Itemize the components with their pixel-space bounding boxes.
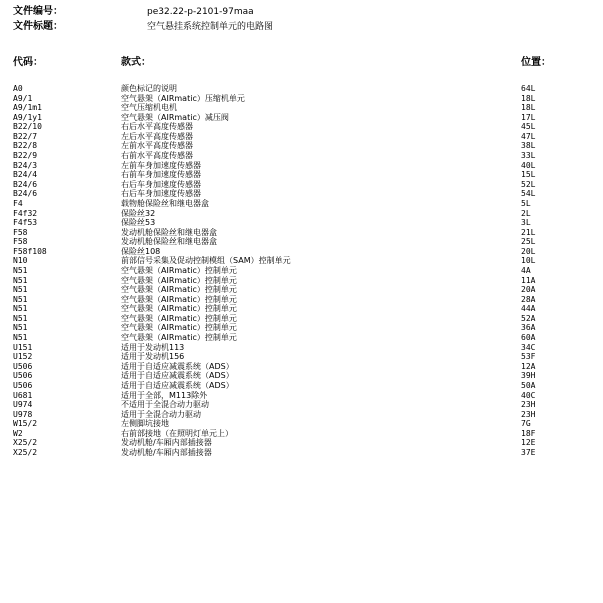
component-position: 18L [521, 93, 536, 103]
component-description: 空气压缩机电机 [121, 103, 177, 113]
component-description: 左前车身加速度传感器 [121, 160, 201, 170]
table-row [0, 352, 603, 362]
component-position: 28A [521, 294, 536, 304]
doc-number-label: 文件编号： [13, 6, 63, 17]
component-position: 33L [521, 151, 536, 161]
component-position: 23H [521, 409, 536, 419]
column-header-position: 位置： [521, 57, 551, 68]
component-code: F58 [13, 227, 28, 237]
component-position: 12A [521, 361, 536, 371]
table-row [0, 256, 603, 266]
component-position: 4A [521, 265, 531, 275]
component-description: 适用于自适应减震系统（ADS） [121, 361, 234, 371]
component-code: N51 [13, 323, 28, 333]
component-description: 空气悬架（AIRmatic）控制单元 [121, 265, 237, 275]
component-description: 发动机舱保险丝和继电器盒 [121, 227, 217, 237]
component-description: 适用于自适应减震系统（ADS） [121, 380, 234, 390]
component-description: 适用于发动机156 [121, 352, 185, 362]
table-row [0, 304, 603, 314]
component-description: 发动机舱/车厢内部插接器 [121, 438, 212, 448]
component-position: 15L [521, 170, 536, 180]
doc-title-value: 空气悬挂系统控制单元的电路图 [147, 22, 274, 32]
component-position: 50A [521, 380, 536, 390]
table-row [0, 218, 603, 228]
component-code: U151 [13, 342, 33, 352]
table-row [0, 94, 603, 104]
table-row [0, 343, 603, 353]
component-position: 17L [521, 112, 536, 122]
component-description: 发动机舱/车厢内部插接器 [121, 447, 212, 457]
table-row [0, 410, 603, 420]
table-row [0, 371, 603, 381]
component-description: 保险丝53 [121, 218, 156, 228]
table-row [0, 132, 603, 142]
table-row [0, 103, 603, 113]
component-position: 47L [521, 131, 536, 141]
component-description: 载物舱保险丝和继电器盒 [121, 198, 209, 208]
component-description: 空气悬架（AIRmatic）控制单元 [121, 323, 237, 333]
component-position: 52L [521, 179, 536, 189]
component-code: B22/9 [13, 151, 38, 161]
component-code: N51 [13, 275, 28, 285]
component-code: U506 [13, 380, 33, 390]
component-description: 不适用于全混合动力驱动 [121, 400, 209, 410]
component-description: 颜色标记的说明 [121, 84, 177, 93]
component-code: A9/1m1 [13, 103, 42, 113]
component-code: N10 [13, 256, 28, 266]
component-position: 20A [521, 285, 536, 295]
component-position: 36A [521, 323, 536, 333]
component-code: B22/7 [13, 131, 38, 141]
table-row [0, 161, 603, 171]
component-description: 发动机舱保险丝和继电器盒 [121, 237, 217, 247]
table-row [0, 247, 603, 257]
component-description: 左侧脚坑接地 [121, 419, 169, 429]
component-description: 前部信号采集及促动控制模组（SAM）控制单元 [121, 256, 291, 266]
table-row [0, 209, 603, 219]
component-position: 25L [521, 237, 536, 247]
component-position: 64L [521, 84, 536, 93]
component-code: N51 [13, 313, 28, 323]
table-row [0, 419, 603, 429]
component-position: 23H [521, 400, 536, 410]
component-description: 右后车身加速度传感器 [121, 179, 201, 189]
component-description: 右前水平高度传感器 [121, 151, 193, 161]
table-row [0, 391, 603, 401]
table-row [0, 333, 603, 343]
component-description: 空气悬架（AIRmatic）控制单元 [121, 294, 237, 304]
component-position: 12E [521, 438, 536, 448]
component-code: N51 [13, 304, 28, 314]
component-position: 54L [521, 189, 536, 199]
component-description: 空气悬架（AIRmatic）控制单元 [121, 285, 237, 295]
component-description: 空气悬架（AIRmatic）减压阀 [121, 112, 229, 122]
component-code: U506 [13, 361, 33, 371]
component-table [0, 84, 603, 458]
component-code: N51 [13, 333, 28, 343]
component-code: X25/2 [13, 438, 38, 448]
component-description: 右后车身加速度传感器 [121, 189, 201, 199]
component-description: 空气悬架（AIRmatic）控制单元 [121, 304, 237, 314]
component-position: 52A [521, 313, 536, 323]
table-row [0, 141, 603, 151]
component-position: 20L [521, 246, 536, 256]
component-description: 空气悬架（AIRmatic）控制单元 [121, 313, 237, 323]
component-code: U681 [13, 390, 33, 400]
component-code: B24/6 [13, 179, 38, 189]
component-description: 适用于自适应减震系统（ADS） [121, 371, 234, 381]
component-position: 7G [521, 419, 531, 429]
component-description: 右前车身加速度传感器 [121, 170, 201, 180]
table-row [0, 113, 603, 123]
table-row [0, 199, 603, 209]
table-row [0, 237, 603, 247]
doc-title-label: 文件标题： [13, 21, 63, 32]
doc-number-value: pe32.22-p-2101-97maa [147, 7, 254, 17]
component-position: 18L [521, 103, 536, 113]
column-header-code: 代码： [13, 57, 43, 68]
component-position: 40L [521, 160, 536, 170]
component-description: 适用于发动机113 [121, 342, 185, 352]
component-code: F4 [13, 198, 23, 208]
component-code: B24/6 [13, 189, 38, 199]
component-position: 40C [521, 390, 536, 400]
table-row [0, 323, 603, 333]
table-row [0, 84, 603, 94]
component-code: B24/3 [13, 160, 38, 170]
component-code: U974 [13, 400, 33, 410]
component-description: 左后水平高度传感器 [121, 131, 193, 141]
component-description: 右后水平高度传感器 [121, 122, 193, 132]
component-description: 保险丝108 [121, 246, 161, 256]
component-position: 3L [521, 218, 531, 228]
component-description: 空气悬架（AIRmatic）控制单元 [121, 333, 237, 343]
component-position: 2L [521, 208, 531, 218]
component-position: 21L [521, 227, 536, 237]
component-position: 38L [521, 141, 536, 151]
component-code: U978 [13, 409, 33, 419]
component-code: W15/2 [13, 419, 38, 429]
table-row [0, 400, 603, 410]
component-code: U152 [13, 352, 33, 362]
component-code: B22/8 [13, 141, 38, 151]
component-position: 44A [521, 304, 536, 314]
component-position: 5L [521, 198, 531, 208]
component-position: 18F [521, 428, 536, 438]
table-row [0, 276, 603, 286]
component-code: F58 [13, 237, 28, 247]
component-description: 左前水平高度传感器 [121, 141, 193, 151]
component-position: 37E [521, 447, 536, 457]
component-position: 34C [521, 342, 536, 352]
component-code: A0 [13, 84, 23, 93]
component-description: 空气悬架（AIRmatic）压缩机单元 [121, 93, 245, 103]
component-position: 60A [521, 333, 536, 343]
component-code: N51 [13, 294, 28, 304]
component-code: F4f32 [13, 208, 38, 218]
component-position: 11A [521, 275, 536, 285]
table-row [0, 295, 603, 305]
component-description: 适用于全混合动力驱动 [121, 409, 201, 419]
component-description: 适用于全部，M113除外 [121, 390, 208, 400]
table-row [0, 170, 603, 180]
component-description: 空气悬架（AIRmatic）控制单元 [121, 275, 237, 285]
component-position: 10L [521, 256, 536, 266]
component-code: N51 [13, 265, 28, 275]
table-row [0, 266, 603, 276]
component-code: B24/4 [13, 170, 38, 180]
component-code: W2 [13, 428, 23, 438]
component-code: F58f108 [13, 246, 47, 256]
table-row [0, 438, 603, 448]
component-code: N51 [13, 285, 28, 295]
table-row [0, 429, 603, 439]
component-position: 45L [521, 122, 536, 132]
table-row [0, 151, 603, 161]
component-description: 右前部接地（在照明灯单元上） [121, 428, 233, 438]
table-row [0, 314, 603, 324]
component-position: 53F [521, 352, 536, 362]
component-code: A9/1y1 [13, 112, 42, 122]
component-code: F4f53 [13, 218, 38, 228]
table-row [0, 381, 603, 391]
table-row [0, 122, 603, 132]
table-row [0, 448, 603, 458]
column-header-description: 款式： [121, 57, 151, 68]
table-row [0, 285, 603, 295]
component-code: A9/1 [13, 93, 33, 103]
table-row [0, 228, 603, 238]
component-description: 保险丝32 [121, 208, 156, 218]
component-code: B22/10 [13, 122, 42, 132]
component-code: X25/2 [13, 447, 38, 457]
table-row [0, 362, 603, 372]
table-row [0, 189, 603, 199]
component-code: U506 [13, 371, 33, 381]
component-position: 39H [521, 371, 536, 381]
table-row [0, 180, 603, 190]
